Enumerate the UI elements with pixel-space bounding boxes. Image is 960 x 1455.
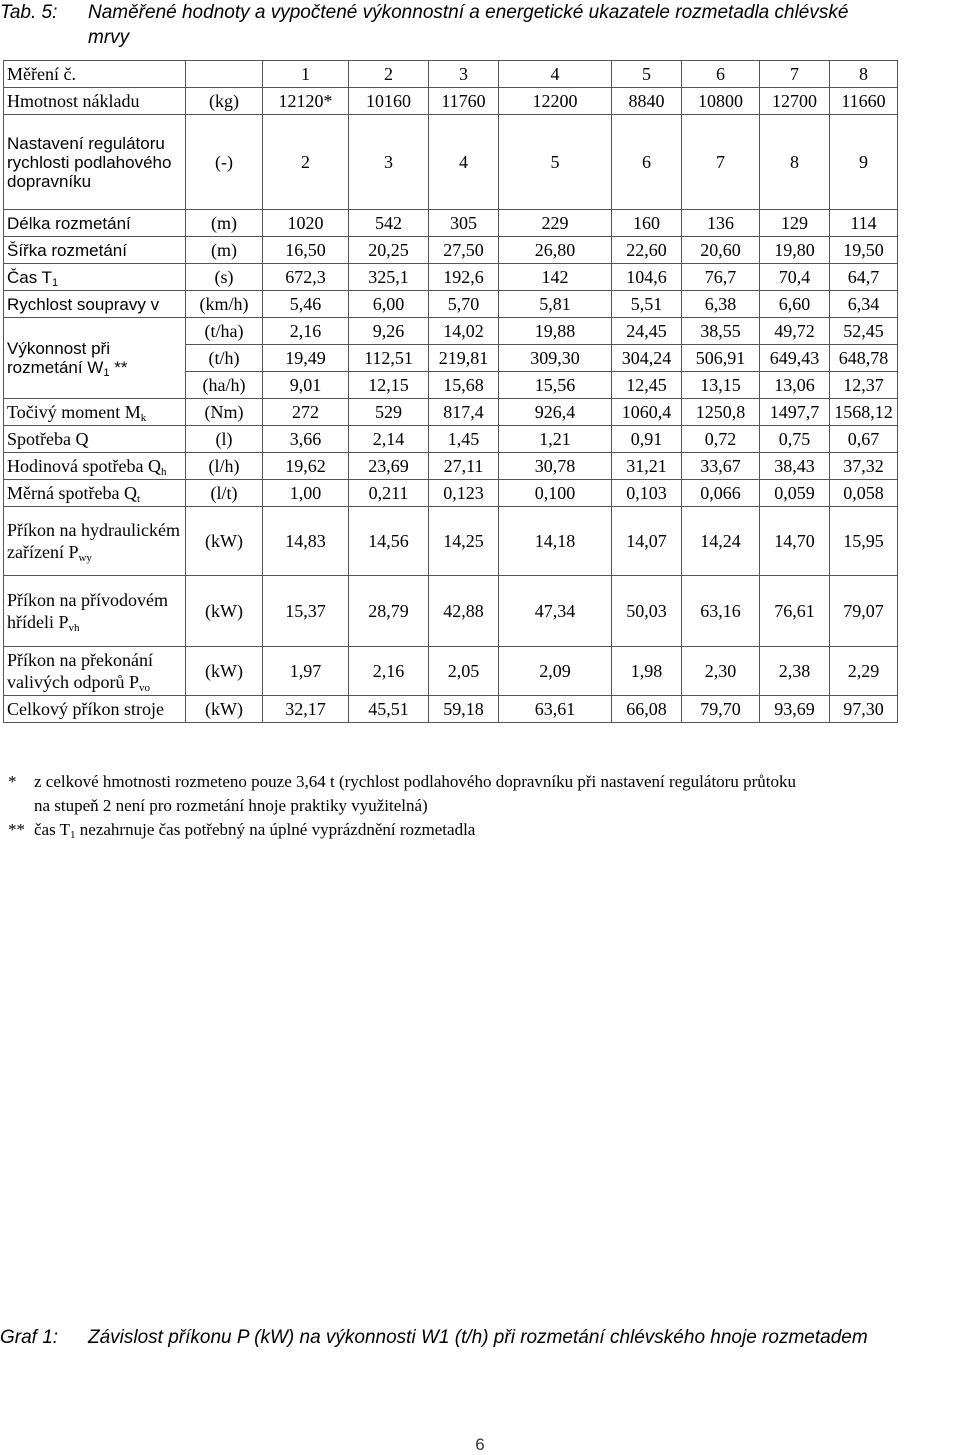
row-unit [186,61,263,88]
cell-value: 19,62 [263,453,349,480]
cell-value: 926,4 [499,399,612,426]
cell-value: 19,50 [830,237,898,264]
row-label: Točivý moment $M_k$ [4,399,186,426]
cell-value: 1,45 [429,426,499,453]
cell-value: 7 [760,61,830,88]
cell-value: 14,83 [263,507,349,576]
row-unit: (kg) [186,88,263,115]
cell-value: 6,00 [349,291,429,318]
cell-value: 0,67 [830,426,898,453]
cell-value: 1568,12 [830,399,898,426]
cell-value: 59,18 [429,696,499,723]
cell-value: 42,88 [429,576,499,647]
cell-value: 114 [830,210,898,237]
cell-value: 0,91 [612,426,682,453]
row-label: Délka rozmetání [4,210,186,237]
cell-value: 37,32 [830,453,898,480]
footnote-2 [8,818,938,842]
cell-value: 14,70 [760,507,830,576]
cell-value: 1,97 [263,647,349,696]
cell-value: 70,4 [760,264,830,291]
cell-value: 97,30 [830,696,898,723]
cell-value: 0,100 [499,480,612,507]
cell-value: 0,103 [612,480,682,507]
cell-value: 142 [499,264,612,291]
cell-value: 2,09 [499,647,612,696]
table-row [4,264,898,291]
footnote-text: na stupeň 2 není pro rozmetání hnoje praktiky využitelná) [34,796,428,815]
cell-value: 2,16 [263,318,349,345]
cell-value: 50,03 [612,576,682,647]
row-unit: (ha/h) [186,372,263,399]
cell-value: 5 [499,115,612,210]
cell-value: 0,066 [682,480,760,507]
table-row [4,453,898,480]
cell-value: 8 [760,115,830,210]
cell-value: 219,81 [429,345,499,372]
cell-value: 16,50 [263,237,349,264]
table-row [4,426,898,453]
cell-value: 325,1 [349,264,429,291]
cell-value: 20,60 [682,237,760,264]
footnote-text: čas $T_1$ nezahrnuje čas potřebný na úplné vyprázdnění rozmetadla [34,820,476,841]
cell-value: 76,7 [682,264,760,291]
cell-value: 304,24 [612,345,682,372]
cell-value: 0,75 [760,426,830,453]
cell-value: 19,49 [263,345,349,372]
row-unit: (kW) [186,647,263,696]
cell-value: 64,7 [830,264,898,291]
row-unit: (t/h) [186,345,263,372]
row-label: Rychlost soupravy v [4,291,186,318]
table-caption [0,0,920,50]
cell-value: 309,30 [499,345,612,372]
cell-value: 19,80 [760,237,830,264]
cell-value: 229 [499,210,612,237]
cell-value: 93,69 [760,696,830,723]
cell-value: 1 [263,61,349,88]
cell-value: 12,45 [612,372,682,399]
table-row [4,696,898,723]
table-row [4,115,898,210]
cell-value: 32,17 [263,696,349,723]
row-label: Spotřeba Q [4,426,186,453]
cell-value: 5,70 [429,291,499,318]
cell-value: 529 [349,399,429,426]
cell-value: 66,08 [612,696,682,723]
cell-value: 5,46 [263,291,349,318]
cell-value: 2 [263,115,349,210]
cell-value: 2 [349,61,429,88]
cell-value: 19,88 [499,318,612,345]
row-label: Šířka rozmetání [4,237,186,264]
cell-value: 0,211 [349,480,429,507]
row-label: Výkonnost při rozmetání $W_1$ ** [4,318,186,399]
cell-value: 79,07 [830,576,898,647]
table-row [4,61,898,88]
row-label: Celkový příkon stroje [4,696,186,723]
table-row [4,88,898,115]
row-unit: (l/t) [186,480,263,507]
cell-value: 15,95 [830,507,898,576]
cell-value: 63,61 [499,696,612,723]
graph-caption-label: Graf 1: [0,1327,59,1348]
table-row [4,507,898,576]
cell-value: 104,6 [612,264,682,291]
cell-value: 0,72 [682,426,760,453]
table-row [4,480,898,507]
cell-value: 14,56 [349,507,429,576]
row-unit: (Nm) [186,399,263,426]
footnote-mark: * [8,772,17,791]
table-row [4,210,898,237]
cell-value: 79,70 [682,696,760,723]
cell-value: 2,05 [429,647,499,696]
cell-value: 12120* [263,88,349,115]
cell-value: 672,3 [263,264,349,291]
row-unit: (-) [186,115,263,210]
cell-value: 2,38 [760,647,830,696]
footnotes [8,770,938,842]
row-unit: (km/h) [186,291,263,318]
cell-value: 8840 [612,88,682,115]
cell-value: 12700 [760,88,830,115]
cell-value: 15,37 [263,576,349,647]
cell-value: 13,15 [682,372,760,399]
row-unit: (l/h) [186,453,263,480]
row-unit: (kW) [186,696,263,723]
cell-value: 649,43 [760,345,830,372]
cell-value: 272 [263,399,349,426]
cell-value: 14,07 [612,507,682,576]
table-row [4,576,898,647]
cell-value: 49,72 [760,318,830,345]
row-label: Příkon na přívodovém hřídeli $P_{vh}$ [4,576,186,647]
cell-value: 305 [429,210,499,237]
cell-value: 1,21 [499,426,612,453]
cell-value: 76,61 [760,576,830,647]
cell-value: 6,34 [830,291,898,318]
row-unit: (m) [186,210,263,237]
table-caption-text: Naměřené hodnoty a vypočtené výkonnostní a energetické ukazatele rozmetadla chlévské mrvy [88,2,849,48]
cell-value: 1250,8 [682,399,760,426]
cell-value: 160 [612,210,682,237]
cell-value: 10160 [349,88,429,115]
table-row [4,291,898,318]
cell-value: 2,29 [830,647,898,696]
cell-value: 112,51 [349,345,429,372]
table-row [4,647,898,696]
cell-value: 1,98 [612,647,682,696]
page-number: 6 [475,1435,485,1454]
cell-value: 0,123 [429,480,499,507]
cell-value: 129 [760,210,830,237]
cell-value: 136 [682,210,760,237]
cell-value: 15,68 [429,372,499,399]
cell-value: 15,56 [499,372,612,399]
graph-caption-text: Závislost příkonu P (kW) na výkonnosti W1 (t/h) při rozmetání chlévského hnoje rozmetadem [88,1327,868,1348]
cell-value: 20,25 [349,237,429,264]
cell-value: 26,80 [499,237,612,264]
cell-value: 14,18 [499,507,612,576]
measurement-table [3,60,898,723]
cell-value: 5 [612,61,682,88]
cell-value: 2,16 [349,647,429,696]
cell-value: 12,15 [349,372,429,399]
graph-caption [0,1325,960,1350]
cell-value: 4 [499,61,612,88]
cell-value: 10800 [682,88,760,115]
table-row [4,237,898,264]
cell-value: 23,69 [349,453,429,480]
table-row [4,318,898,345]
row-unit: (l) [186,426,263,453]
footnote-mark: ** [8,820,25,839]
cell-value: 24,45 [612,318,682,345]
cell-value: 30,78 [499,453,612,480]
row-unit: (kW) [186,507,263,576]
cell-value: 6 [612,115,682,210]
cell-value: 47,34 [499,576,612,647]
cell-value: 45,51 [349,696,429,723]
cell-value: 817,4 [429,399,499,426]
cell-value: 192,6 [429,264,499,291]
cell-value: 0,059 [760,480,830,507]
cell-value: 6 [682,61,760,88]
cell-value: 1020 [263,210,349,237]
cell-value: 27,11 [429,453,499,480]
cell-value: 33,67 [682,453,760,480]
cell-value: 1497,7 [760,399,830,426]
cell-value: 14,02 [429,318,499,345]
cell-value: 11760 [429,88,499,115]
cell-value: 7 [682,115,760,210]
row-unit: (m) [186,237,263,264]
footnote-text: z celkové hmotnosti rozmeteno pouze 3,64 t (rychlost podlahového dopravníku při nastavení regulátoru průtoku [34,772,796,791]
row-label: Hmotnost nákladu [4,88,186,115]
cell-value: 31,21 [612,453,682,480]
cell-value: 12200 [499,88,612,115]
cell-value: 1,00 [263,480,349,507]
table-row [4,399,898,426]
cell-value: 38,55 [682,318,760,345]
cell-value: 648,78 [830,345,898,372]
cell-value: 9,26 [349,318,429,345]
cell-value: 542 [349,210,429,237]
cell-value: 38,43 [760,453,830,480]
row-label: Měření č. [4,61,186,88]
cell-value: 12,37 [830,372,898,399]
cell-value: 3,66 [263,426,349,453]
cell-value: 8 [830,61,898,88]
cell-value: 6,38 [682,291,760,318]
footnote-1 [8,770,938,794]
row-label: Příkon na hydraulickém zařízení $P_{wy}$ [4,507,186,576]
table-caption-label: Tab. 5: [0,2,58,23]
row-label: Měrná spotřeba $Q_t$ [4,480,186,507]
cell-value: 5,51 [612,291,682,318]
cell-value: 27,50 [429,237,499,264]
cell-value: 9,01 [263,372,349,399]
cell-value: 22,60 [612,237,682,264]
cell-value: 13,06 [760,372,830,399]
cell-value: 11660 [830,88,898,115]
cell-value: 6,60 [760,291,830,318]
cell-value: 14,24 [682,507,760,576]
cell-value: 2,30 [682,647,760,696]
cell-value: 4 [429,115,499,210]
cell-value: 3 [349,115,429,210]
cell-value: 0,058 [830,480,898,507]
row-label: Hodinová spotřeba $Q_h$ [4,453,186,480]
row-unit: (s) [186,264,263,291]
row-unit: (t/ha) [186,318,263,345]
cell-value: 28,79 [349,576,429,647]
cell-value: 3 [429,61,499,88]
cell-value: 52,45 [830,318,898,345]
cell-value: 2,14 [349,426,429,453]
row-label: Příkon na překonání valivých odporů $P_{vo}$ [4,647,186,696]
cell-value: 1060,4 [612,399,682,426]
cell-value: 506,91 [682,345,760,372]
row-label: Čas $T_1$ [4,264,186,291]
cell-value: 9 [830,115,898,210]
cell-value: 63,16 [682,576,760,647]
cell-value: 5,81 [499,291,612,318]
cell-value: 14,25 [429,507,499,576]
row-label: Nastavení regulátoru rychlosti podlahového dopravníku [4,115,186,210]
row-unit: (kW) [186,576,263,647]
footnote-1-continuation [8,794,938,818]
